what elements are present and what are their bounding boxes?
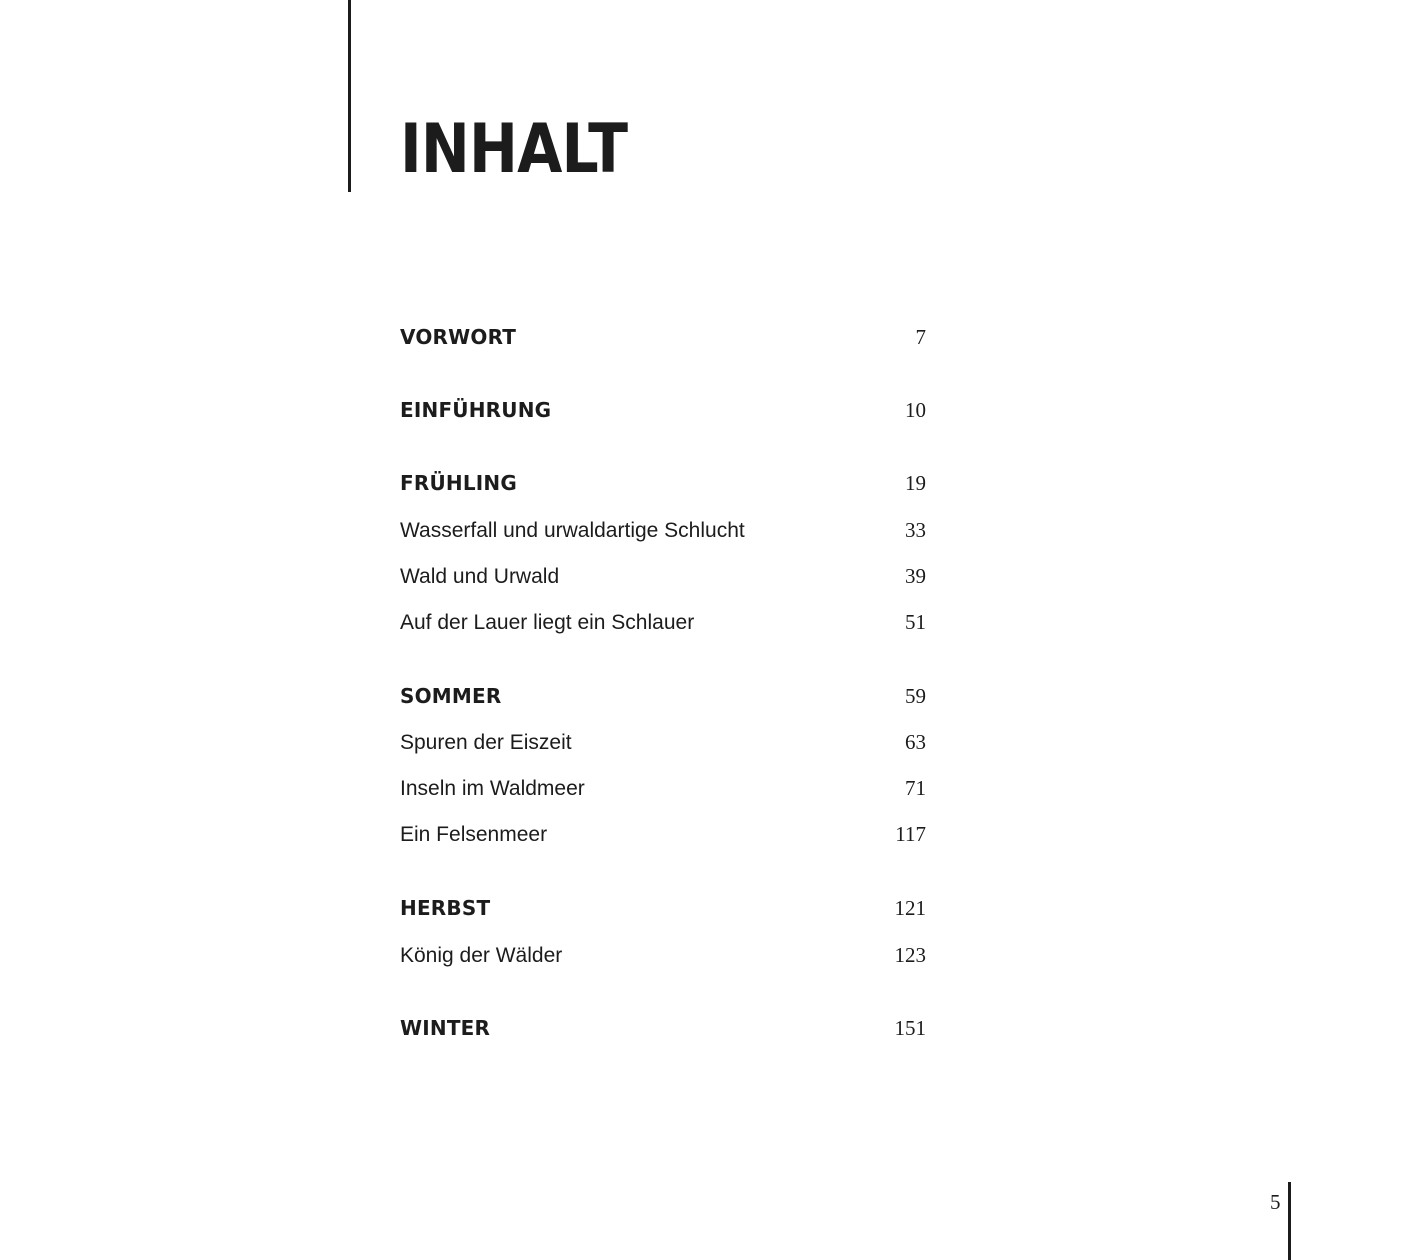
toc-row-spuren-der-eiszeit[interactable] [400,727,926,757]
toc-row-vorwort[interactable] [400,322,926,352]
toc-label: Wald und Urwald [400,565,560,588]
page-title: INHALT [400,110,628,189]
toc-label: SOMMER [400,684,502,708]
toc-page-number: 117 [895,822,926,846]
toc-label: FRÜHLING [400,471,517,495]
toc-row-winter[interactable] [400,1013,926,1043]
toc-row-herbst[interactable] [400,893,926,923]
toc-label: WINTER [400,1016,491,1040]
toc-row-wasserfall[interactable] [400,515,926,545]
toc-label: Inseln im Waldmeer [400,777,585,800]
toc-page-number: 7 [915,325,926,349]
toc-row-auf-der-lauer[interactable] [400,607,926,637]
toc-page-number: 33 [905,518,926,542]
toc-page-number: 10 [905,398,926,422]
toc-page-number: 51 [905,610,926,634]
toc-row-fruehling[interactable] [400,468,926,498]
toc-row-wald-und-urwald[interactable] [400,561,926,591]
toc-page-number: 71 [905,776,926,800]
toc-row-sommer[interactable] [400,681,926,711]
folio-rule [1288,1182,1291,1260]
toc-row-inseln-im-waldmeer[interactable] [400,773,926,803]
toc-page-number: 59 [905,684,926,708]
toc-page-number: 39 [905,564,926,588]
toc-label: König der Wälder [400,944,563,967]
toc-label: EINFÜHRUNG [400,398,552,422]
toc-row-einfuehrung[interactable] [400,395,926,425]
toc-row-koenig-der-waelder[interactable] [400,940,926,970]
toc-label: Ein Felsenmeer [400,823,548,846]
toc-label: VORWORT [400,325,517,349]
toc-label: Wasserfall und urwaldartige Schlucht [400,519,745,542]
toc-label: HERBST [400,896,491,920]
toc-label: Auf der Lauer liegt ein Schlauer [400,611,695,634]
title-rule [348,0,351,192]
toc-page-number: 151 [894,1016,926,1040]
toc-page-number: 63 [905,730,926,754]
toc-page-number: 123 [894,943,926,967]
toc-page-number: 19 [905,471,926,495]
toc-row-ein-felsenmeer[interactable] [400,819,926,849]
toc-label: Spuren der Eiszeit [400,731,572,754]
folio-page-number: 5 [1270,1190,1281,1214]
toc-page-number: 121 [894,896,926,920]
